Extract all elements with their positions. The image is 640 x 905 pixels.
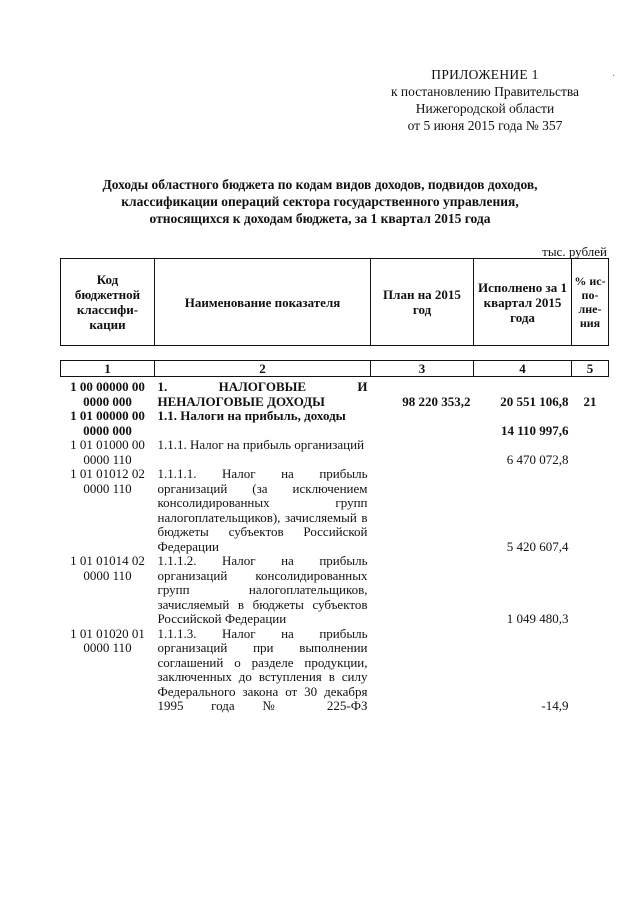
appendix-date: от 5 июня 2015 года № 357 [407,118,563,133]
row-code: 1 01 00000 00 0000 000 [70,408,145,438]
revenue-table [60,258,609,714]
row-done: 14 110 997,6 [500,422,569,438]
header-name: Наименование показателя [155,259,371,346]
document-title [60,176,580,227]
column-number: 4 [474,361,572,377]
title-line-2: классификации операций сектора государственного управления, [121,194,519,209]
title-line-1: Доходы областного бюджета по кодам видов доходов, подвидов доходов, [102,177,538,192]
margin-mark: · [612,71,616,82]
column-number: 3 [371,361,474,377]
table-row [61,467,609,554]
column-number-row [61,361,609,377]
row-done: 5 420 607,4 [506,538,569,554]
row-name: 1.1. Налоги на прибыль, доходы [157,408,346,423]
row-percent [572,467,609,554]
row-done: 6 470 072,8 [506,451,569,467]
row-code: 1 00 00000 00 0000 000 [70,379,145,409]
row-plan [371,554,474,627]
table-row [61,438,609,467]
row-plan [371,438,474,467]
table-row [61,627,609,714]
row-percent [572,554,609,627]
row-percent [572,627,609,714]
row-name: 1.1.1.3. Налог на прибыль организаций при выполнении соглашений о разделе продукции, заключенных до вступления в силу Федерального закона от 30 декабря 1995 года № 225-ФЗ [157,625,368,713]
header-plan: План на 2015 год [371,259,474,346]
column-number: 1 [61,361,155,377]
row-percent [572,409,609,438]
row-done: 1 049 480,3 [506,611,569,626]
row-plan [371,627,474,714]
column-number: 5 [572,361,609,377]
appendix-region: Нижегородской области [415,101,555,116]
row-percent [572,438,609,467]
row-code: 1 01 01000 00 0000 110 [70,437,145,467]
column-number: 2 [155,361,371,377]
row-done: -14,9 [541,698,569,713]
table-header-row [61,259,609,346]
row-done: 20 551 106,8 [500,393,569,409]
row-name: 1.1.1. Налог на прибыль организаций [157,437,365,452]
header-done: Исполнено за 1 квартал 2015 года [474,259,572,346]
appendix-header [360,66,610,134]
table-row [61,377,609,410]
appendix-decree: к постановлению Правительства [390,84,580,99]
table-row [61,554,609,627]
row-name: 1.1.1.1. Налог на прибыль организаций (за исключением консолидированных групп налогоплательщиков), зачисляемый в бюджеты субъектов Российской Федерации [157,466,368,554]
row-code: 1 01 01012 02 0000 110 [70,466,145,496]
table-row [61,409,609,438]
title-line-3: относящихся к доходам бюджета, за 1 квартал 2015 года [149,211,491,226]
row-code: 1 01 01020 01 0000 110 [70,625,145,655]
row-percent: 21 [583,393,597,409]
header-percent: % ис-по-лне-ния [572,259,609,346]
row-name: 1.1.1.2. Налог на прибыль организаций консолидированных групп налогоплательщиков, зачисляемый в бюджеты субъектов Российской Федерации [157,553,368,626]
row-plan [371,467,474,554]
unit-note: тыс. рублей [542,244,607,259]
row-plan [371,409,474,438]
row-name: 1. НАЛОГОВЫЕ И НЕНАЛОГОВЫЕ ДОХОДЫ [157,379,368,409]
row-plan: 98 220 353,2 [402,393,471,409]
row-code: 1 01 01014 02 0000 110 [70,553,145,583]
header-code: Код бюджетной классифи-кации [61,259,155,346]
appendix-label: ПРИЛОЖЕНИЕ 1 [431,67,539,82]
